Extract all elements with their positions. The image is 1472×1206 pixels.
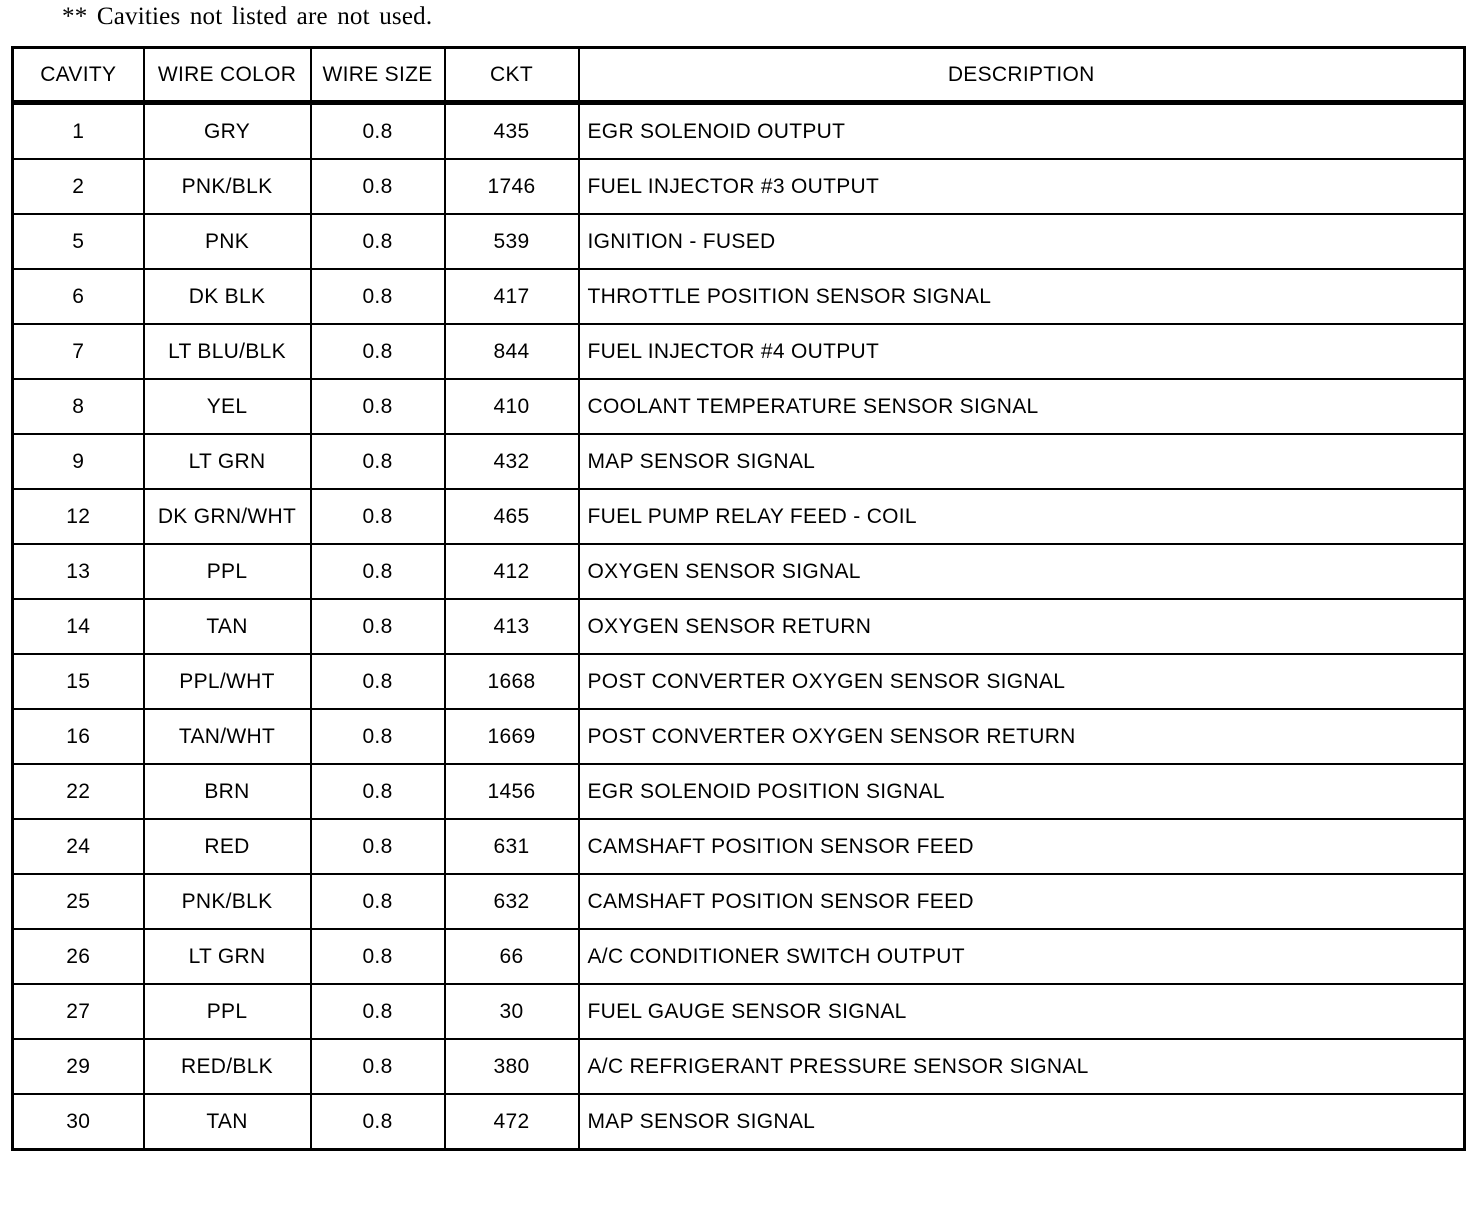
cell-wire-color: PNK <box>144 214 311 269</box>
cell-description: OXYGEN SENSOR RETURN <box>579 599 1465 654</box>
cell-description: EGR SOLENOID POSITION SIGNAL <box>579 764 1465 819</box>
cell-wire-size: 0.8 <box>311 544 445 599</box>
cell-description: EGR SOLENOID OUTPUT <box>579 103 1465 160</box>
cell-wire-color: DK GRN/WHT <box>144 489 311 544</box>
cell-wire-size: 0.8 <box>311 103 445 160</box>
table-row <box>13 269 1465 324</box>
cell-wire-color: PPL <box>144 544 311 599</box>
cell-ckt: 30 <box>445 984 579 1039</box>
cell-ckt: 1668 <box>445 654 579 709</box>
table-row <box>13 1039 1465 1094</box>
cell-ckt: 413 <box>445 599 579 654</box>
cell-ckt: 435 <box>445 103 579 160</box>
cell-ckt: 1746 <box>445 159 579 214</box>
cell-cavity: 24 <box>13 819 144 874</box>
cell-ckt: 472 <box>445 1094 579 1150</box>
cell-ckt: 1456 <box>445 764 579 819</box>
cell-cavity: 12 <box>13 489 144 544</box>
cell-wire-color: PNK/BLK <box>144 874 311 929</box>
cell-description: CAMSHAFT POSITION SENSOR FEED <box>579 874 1465 929</box>
cell-wire-color: YEL <box>144 379 311 434</box>
cell-wire-size: 0.8 <box>311 1094 445 1150</box>
cell-description: FUEL PUMP RELAY FEED - COIL <box>579 489 1465 544</box>
table-row <box>13 214 1465 269</box>
table-row <box>13 764 1465 819</box>
table-row <box>13 489 1465 544</box>
cell-wire-size: 0.8 <box>311 379 445 434</box>
cell-cavity: 8 <box>13 379 144 434</box>
table-row <box>13 324 1465 379</box>
cell-cavity: 2 <box>13 159 144 214</box>
cell-ckt: 417 <box>445 269 579 324</box>
header-ckt: CKT <box>445 48 579 103</box>
cell-cavity: 16 <box>13 709 144 764</box>
cell-description: FUEL INJECTOR #4 OUTPUT <box>579 324 1465 379</box>
cell-cavity: 25 <box>13 874 144 929</box>
cell-description: A/C REFRIGERANT PRESSURE SENSOR SIGNAL <box>579 1039 1465 1094</box>
cell-cavity: 5 <box>13 214 144 269</box>
cell-wire-color: DK BLK <box>144 269 311 324</box>
cell-wire-size: 0.8 <box>311 269 445 324</box>
table-row <box>13 434 1465 489</box>
cell-wire-color: RED <box>144 819 311 874</box>
cell-wire-size: 0.8 <box>311 984 445 1039</box>
cell-cavity: 22 <box>13 764 144 819</box>
table-body <box>13 103 1465 1150</box>
table-row <box>13 159 1465 214</box>
table-row <box>13 654 1465 709</box>
cell-wire-color: RED/BLK <box>144 1039 311 1094</box>
cell-wire-size: 0.8 <box>311 214 445 269</box>
table-row <box>13 874 1465 929</box>
cell-wire-color: PPL <box>144 984 311 1039</box>
table-row <box>13 544 1465 599</box>
cell-ckt: 432 <box>445 434 579 489</box>
table-row <box>13 929 1465 984</box>
cell-description: MAP SENSOR SIGNAL <box>579 1094 1465 1150</box>
header-row <box>13 48 1465 103</box>
cell-description: A/C CONDITIONER SWITCH OUTPUT <box>579 929 1465 984</box>
cell-wire-color: LT GRN <box>144 434 311 489</box>
cell-cavity: 7 <box>13 324 144 379</box>
cell-cavity: 15 <box>13 654 144 709</box>
table-row <box>13 984 1465 1039</box>
cell-cavity: 14 <box>13 599 144 654</box>
header-wire-color: WIRE COLOR <box>144 48 311 103</box>
cell-ckt: 631 <box>445 819 579 874</box>
cell-description: COOLANT TEMPERATURE SENSOR SIGNAL <box>579 379 1465 434</box>
cell-ckt: 410 <box>445 379 579 434</box>
cell-wire-color: TAN <box>144 599 311 654</box>
cell-description: FUEL INJECTOR #3 OUTPUT <box>579 159 1465 214</box>
cell-ckt: 412 <box>445 544 579 599</box>
cell-ckt: 844 <box>445 324 579 379</box>
cell-cavity: 1 <box>13 103 144 160</box>
table-row <box>13 709 1465 764</box>
cell-wire-size: 0.8 <box>311 764 445 819</box>
cell-wire-size: 0.8 <box>311 489 445 544</box>
header-cavity: CAVITY <box>13 48 144 103</box>
cell-wire-size: 0.8 <box>311 434 445 489</box>
cell-wire-size: 0.8 <box>311 709 445 764</box>
cell-wire-color: PPL/WHT <box>144 654 311 709</box>
cell-description: POST CONVERTER OXYGEN SENSOR SIGNAL <box>579 654 1465 709</box>
cell-cavity: 30 <box>13 1094 144 1150</box>
cell-wire-color: TAN <box>144 1094 311 1150</box>
header-description: DESCRIPTION <box>579 48 1465 103</box>
footnote-cavities: ** Cavities not listed are not used. <box>62 3 433 30</box>
cell-cavity: 6 <box>13 269 144 324</box>
cell-wire-color: BRN <box>144 764 311 819</box>
cell-ckt: 1669 <box>445 709 579 764</box>
cell-description: POST CONVERTER OXYGEN SENSOR RETURN <box>579 709 1465 764</box>
cell-ckt: 66 <box>445 929 579 984</box>
cell-wire-color: GRY <box>144 103 311 160</box>
cell-description: IGNITION - FUSED <box>579 214 1465 269</box>
cell-wire-color: TAN/WHT <box>144 709 311 764</box>
cell-wire-color: LT BLU/BLK <box>144 324 311 379</box>
cell-description: OXYGEN SENSOR SIGNAL <box>579 544 1465 599</box>
table-row <box>13 1094 1465 1150</box>
cell-ckt: 465 <box>445 489 579 544</box>
table-row <box>13 103 1465 160</box>
cell-cavity: 13 <box>13 544 144 599</box>
cell-cavity: 26 <box>13 929 144 984</box>
cell-wire-size: 0.8 <box>311 654 445 709</box>
cell-wire-color: LT GRN <box>144 929 311 984</box>
cell-ckt: 539 <box>445 214 579 269</box>
cell-description: THROTTLE POSITION SENSOR SIGNAL <box>579 269 1465 324</box>
cell-description: MAP SENSOR SIGNAL <box>579 434 1465 489</box>
table-row <box>13 599 1465 654</box>
cell-wire-size: 0.8 <box>311 324 445 379</box>
cell-cavity: 29 <box>13 1039 144 1094</box>
cell-wire-size: 0.8 <box>311 874 445 929</box>
cell-ckt: 632 <box>445 874 579 929</box>
header-wire-size: WIRE SIZE <box>311 48 445 103</box>
table-header <box>13 48 1465 103</box>
connector-pinout-table <box>11 46 1466 1151</box>
cell-cavity: 27 <box>13 984 144 1039</box>
cell-cavity: 9 <box>13 434 144 489</box>
cell-wire-size: 0.8 <box>311 929 445 984</box>
cell-wire-color: PNK/BLK <box>144 159 311 214</box>
cell-description: CAMSHAFT POSITION SENSOR FEED <box>579 819 1465 874</box>
cell-description: FUEL GAUGE SENSOR SIGNAL <box>579 984 1465 1039</box>
cell-wire-size: 0.8 <box>311 159 445 214</box>
table-row <box>13 379 1465 434</box>
table-row <box>13 819 1465 874</box>
cell-wire-size: 0.8 <box>311 819 445 874</box>
cell-ckt: 380 <box>445 1039 579 1094</box>
cell-wire-size: 0.8 <box>311 599 445 654</box>
cell-wire-size: 0.8 <box>311 1039 445 1094</box>
